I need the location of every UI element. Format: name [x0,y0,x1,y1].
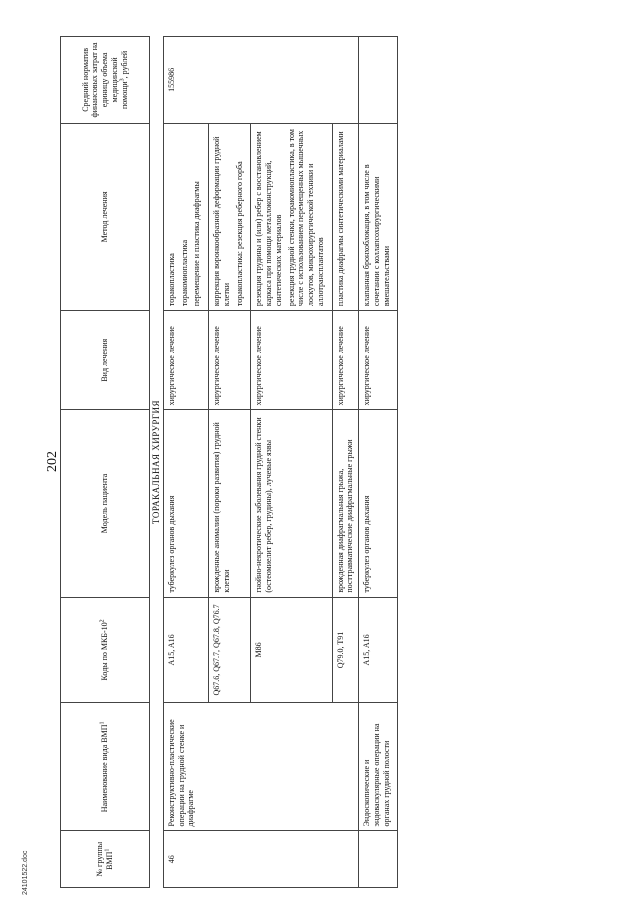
vmp-name: Эндоскопические и эндоваскулярные операции на органах грудной полости [359,703,398,831]
patient-model: врожденные аномалии (пороки развития) грудной клетки [209,410,251,597]
icd-codes: Q67.6, Q67.7, Q67.8, Q76.7 [209,597,251,703]
icd-codes: A15, A16 [359,597,398,703]
treatment-method: резекция грудины и (или) ребер с восстановлением каркаса при помощи металлоконструкций, синтетических материалов [254,131,283,307]
table-row [163,37,208,888]
group-number: 46 [163,831,358,888]
header-patient-model: Модель пациента [61,410,150,597]
vmp-name: Реконструктивно-пластические операции на грудной стенке и диафрагме [163,703,358,831]
patient-model: гнойно-некротические заболевания грудной стенки (остеомиелит ребер, грудины), лучевые язвы [251,410,332,597]
header-average-cost: Средний норматив финансовых затрат на единицу объема медицинской помощи$^3$, рублей [61,37,150,124]
header-vmp-name: Наименование вида ВМП$^1$ [61,703,150,831]
treatment-type: хирургическое лечение [163,311,208,410]
patient-model: туберкулез органов дыхания [163,410,208,597]
table-row [359,37,398,888]
header-treatment-type: Вид лечения [61,311,150,410]
treatment-methods [209,123,251,310]
header-icd-codes: Коды по МКБ-$10^2$ [61,597,150,703]
treatment-type: хирургическое лечение [332,311,359,410]
page-number: 202 [45,451,60,472]
icd-codes: Q79.0, T91 [332,597,359,703]
patient-model: туберкулез органов дыхания [359,410,398,597]
treatment-method: торакопластика: резекция реберного горба [234,161,244,307]
icd-codes: A15, A16 [163,597,208,703]
treatment-type: хирургическое лечение [251,311,332,410]
treatment-methods [332,123,359,310]
patient-model: врожденная диафрагмальная грыжа, посттравматические диафрагмальные грыжи [332,410,359,597]
treatment-method: резекция грудной стенки, торакомиопластика, в том числе с использованием перемещенных мышечных лоскутов, микрохирургической техники и аллотрансплантатов [286,129,325,307]
document-footer: 24101522.doc [22,850,29,895]
treatment-methods [251,123,332,310]
icd-codes: M86 [251,597,332,703]
header-group-number: № группы ВМП$^1$ [61,831,150,888]
treatment-method: клапанная бронхоблокация, в том числе в сочетании с коллапсохирургическими вмешательствами [362,164,391,307]
treatment-method: коррекция воронкообразной деформации грудной клетки [212,136,231,307]
treatment-methods [163,123,208,310]
treatment-method: торакомиопластика [179,239,189,307]
header-row [61,37,150,888]
treatment-method: пластика диафрагмы синтетическими материалами [335,131,345,307]
average-cost: 155986 [163,37,358,124]
header-treatment-method: Метод лечения [61,123,150,310]
treatment-type: хирургическое лечение [359,311,398,410]
treatment-method: перемещение и пластика диафрагмы [192,181,202,307]
treatment-method: торакопластика [166,253,176,307]
treatment-methods [359,123,398,310]
section-row [150,37,164,888]
treatment-type: хирургическое лечение [209,311,251,410]
group-number [359,831,398,888]
section-title: ТОРАКАЛЬНАЯ ХИРУРГИЯ [151,399,161,525]
rotated-table-container [60,36,615,888]
vmp-table [60,36,398,888]
average-cost [359,37,398,124]
